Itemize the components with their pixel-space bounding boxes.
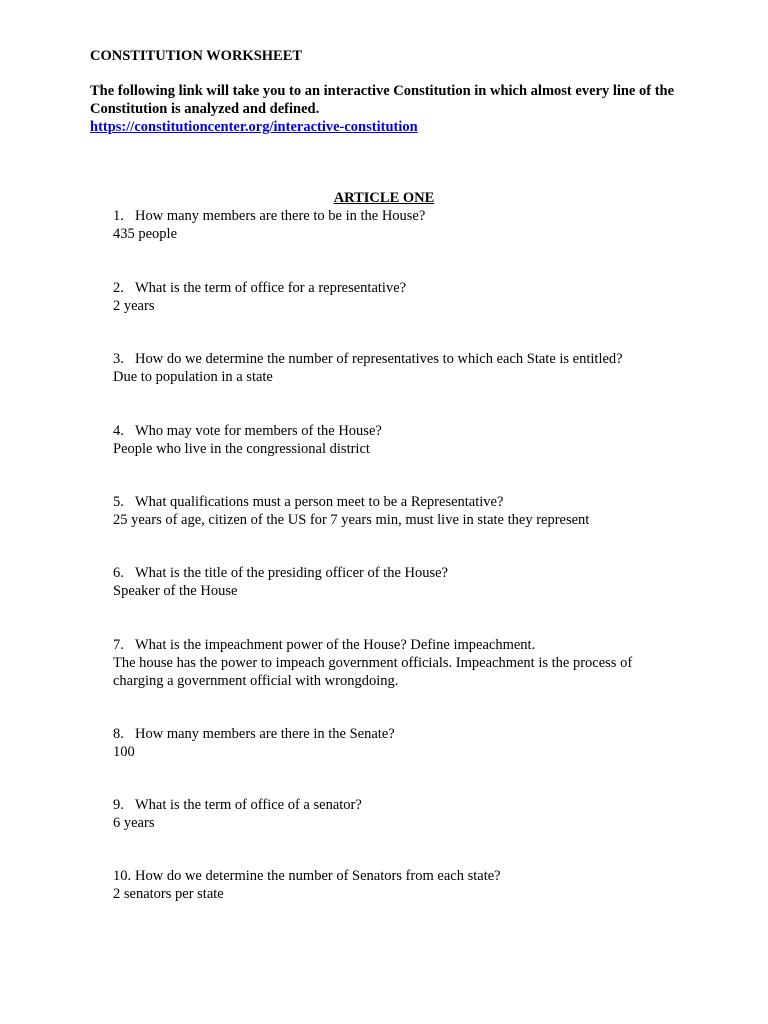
- answer-3: Due to population in a state: [113, 369, 273, 385]
- question-4: [113, 422, 673, 440]
- answer-10: 2 senators per state: [113, 886, 224, 902]
- question-text: What is the term of office of a senator?: [135, 797, 362, 813]
- worksheet-title: CONSTITUTION WORKSHEET: [90, 48, 303, 64]
- qa-item-10: [113, 867, 673, 903]
- question-text: Who may vote for members of the House?: [135, 423, 382, 439]
- question-number: 4.: [113, 423, 124, 439]
- question-10: [113, 867, 673, 885]
- answer-9: 6 years: [113, 815, 155, 831]
- answer-6: Speaker of the House: [113, 583, 238, 599]
- question-3: [113, 350, 673, 368]
- question-8: [113, 725, 673, 743]
- question-text: How many members are there in the Senate?: [135, 726, 395, 742]
- qa-item-4: [113, 422, 673, 458]
- intro-text: The following link will take you to an interactive Constitution in which almost every line of the Constitution is analyzed and defined.: [90, 83, 675, 117]
- question-number: 3.: [113, 351, 124, 367]
- answer-2: 2 years: [113, 298, 155, 314]
- question-6: [113, 564, 673, 582]
- question-number: 5.: [113, 494, 124, 510]
- question-text: How many members are there to be in the House?: [135, 208, 426, 224]
- qa-item-8: [113, 725, 673, 761]
- question-7: [113, 636, 673, 654]
- qa-item-5: [113, 493, 673, 529]
- qa-item-2: [113, 279, 673, 315]
- answer-7: The house has the power to impeach government officials. Impeachment is the process of charging a government official with wrongdoing.: [113, 655, 633, 689]
- answer-1: 435 people: [113, 226, 178, 242]
- question-2: [113, 279, 673, 297]
- qa-item-9: [113, 796, 673, 832]
- answer-5: 25 years of age, citizen of the US for 7 years min, must live in state they represent: [113, 512, 590, 528]
- question-1: [113, 207, 673, 225]
- question-text: What is the impeachment power of the House? Define impeachment.: [135, 637, 536, 653]
- question-number: 8.: [113, 726, 124, 742]
- qa-item-7: [113, 636, 673, 690]
- question-text: How do we determine the number of Senators from each state?: [135, 868, 501, 884]
- answer-8: 100: [113, 744, 135, 760]
- question-number: 7.: [113, 637, 124, 653]
- question-text: What is the term of office for a representative?: [135, 280, 407, 296]
- interactive-constitution-link[interactable]: https://constitutioncenter.org/interactive-constitution: [90, 119, 418, 135]
- question-text: What is the title of the presiding officer of the House?: [135, 565, 448, 581]
- question-number: 9.: [113, 797, 124, 813]
- question-text: How do we determine the number of representatives to which each State is entitled?: [135, 351, 623, 367]
- question-9: [113, 796, 673, 814]
- answer-4: People who live in the congressional district: [113, 441, 370, 457]
- question-number: 10.: [113, 868, 132, 884]
- question-number: 1.: [113, 208, 124, 224]
- question-number: 2.: [113, 280, 124, 296]
- qa-item-6: [113, 564, 673, 600]
- section-heading: ARTICLE ONE: [333, 190, 435, 206]
- question-number: 6.: [113, 565, 124, 581]
- qa-item-1: [113, 207, 673, 243]
- question-text: What qualifications must a person meet to be a Representative?: [135, 494, 504, 510]
- qa-item-3: [113, 350, 673, 386]
- question-5: [113, 493, 673, 511]
